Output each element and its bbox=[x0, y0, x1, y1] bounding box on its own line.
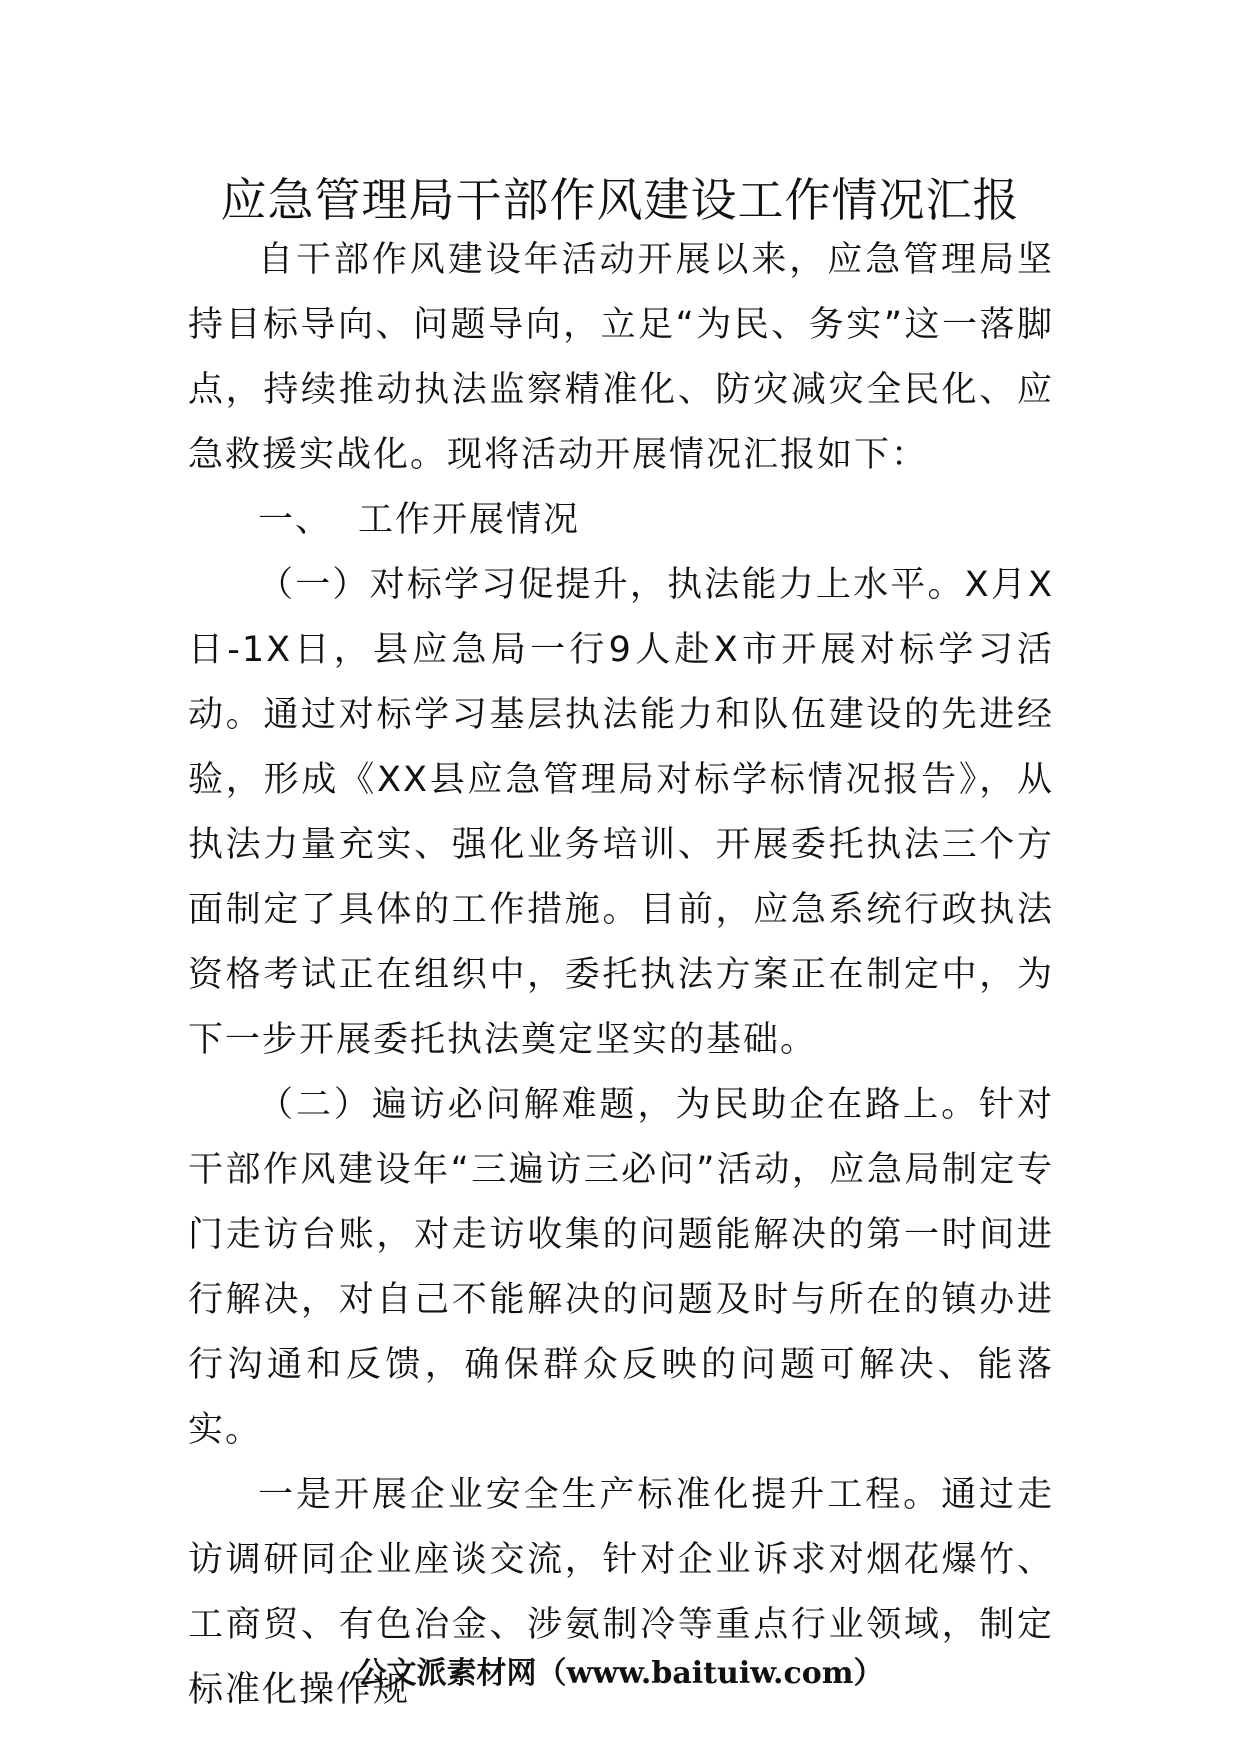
paragraph-3: 一是开展企业安全生产标准化提升工程。通过走访调研同企业座谈交流，针对企业诉求对烟花爆竹、工商贸、有色冶金、涉氨制冷等重点行业领域，制定标准化操作规 bbox=[188, 1475, 1054, 1710]
footer-watermark: 公文派素材网（www.baituiw.com） bbox=[356, 1656, 884, 1691]
intro-paragraph: 自干部作风建设年活动开展以来，应急管理局坚持目标导向、问题导向，立足“为民、务实”这一落脚点，持续推动执法监察精准化、防灾减灾全民化、应急救援实战化。现将活动开展情况汇报如下： bbox=[188, 240, 1054, 475]
document-title: 应急管理局干部作风建设工作情况汇报 bbox=[220, 173, 1020, 227]
paragraph-1: （一）对标学习促提升，执法能力上水平。X月X日-1X日，县应急局一行9人赴X市开展对标学习活动。通过对标学习基层执法能力和队伍建设的先进经验，形成《XX县应急管理局对标学标情况报告》，从执法力量充实、强化业务培训、开展委托执法三个方面制定了具体的工作措施。目前，应急系统行政执法资格考试正在组织中，委托执法方案正在制定中，为下一步开展委托执法奠定坚实的基础。 bbox=[188, 565, 1054, 1060]
document-body bbox=[188, 228, 1054, 1723]
section-heading-text: 工作开展情况 bbox=[358, 500, 581, 540]
section-heading bbox=[188, 488, 1054, 553]
section-number: 一、 bbox=[258, 500, 333, 540]
paragraph-2: （二）遍访必问解难题，为民助企在路上。针对干部作风建设年“三遍访三必问”活动，应急局制定专门走访台账，对走访收集的问题能解决的第一时间进行解决，对自己不能解决的问题及时与所在的镇办进行沟通和反馈，确保群众反映的问题可解决、能落实。 bbox=[188, 1085, 1054, 1450]
